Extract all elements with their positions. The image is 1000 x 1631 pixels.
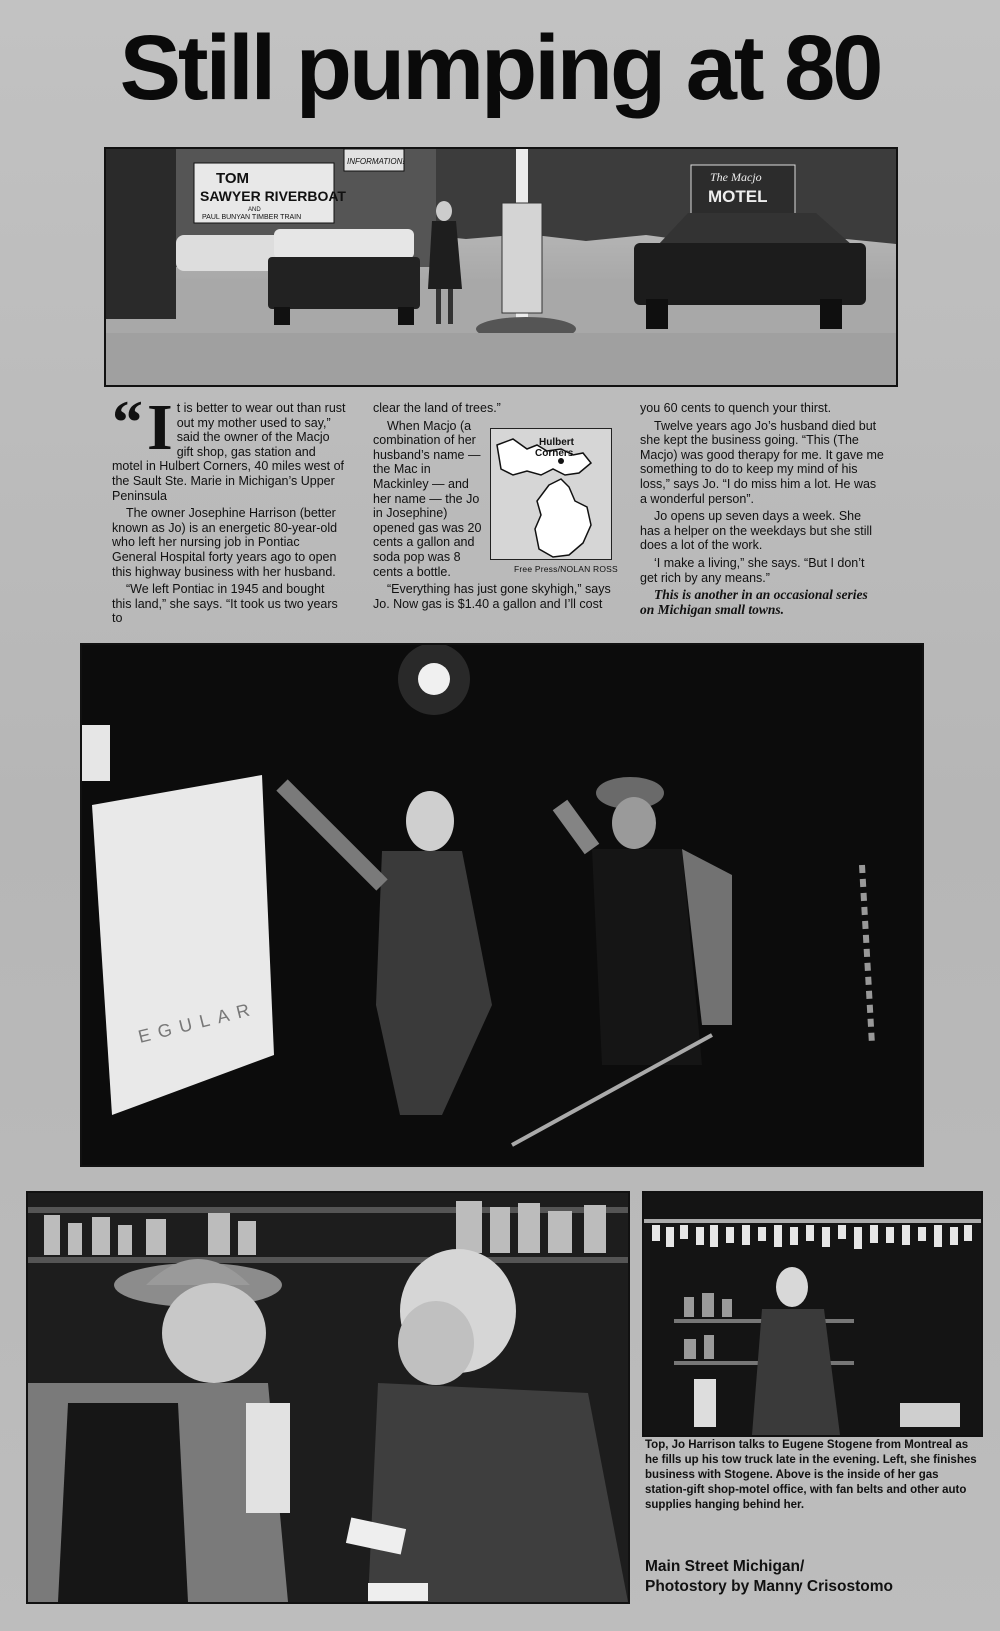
drop-cap: I — [147, 391, 173, 464]
sign-bunyan: PAUL BUNYAN TIMBER TRAIN — [202, 214, 302, 221]
paragraph: you 60 cents to quench your thirst. — [640, 401, 832, 415]
top-photo-gas-station — [104, 147, 898, 387]
sign-tom: TOM — [216, 170, 250, 187]
middle-photo-night-pump — [80, 643, 924, 1167]
opening-quote-mark: “ — [112, 389, 143, 457]
bottom-right-photo-illustration — [644, 1193, 981, 1435]
sign-motel: MOTEL — [708, 187, 768, 206]
sign-macjo: The Macjo — [710, 170, 762, 184]
byline-series: Main Street Michigan/ — [645, 1558, 805, 1575]
sign-sawyer: SAWYER RIVERBOAT — [200, 188, 346, 204]
map-label-line1: Hulbert — [539, 437, 574, 448]
top-photo-illustration — [106, 149, 896, 385]
article-column-3 — [640, 401, 884, 620]
photo-caption: Top, Jo Harrison talks to Eugene Stogene from Montreal as he fills up his tow truck late in the evening. Left, she finishes business with Stogene. Above is the inside of her gas station-gift shop-motel office, with fan belts and other auto supplies hanging behind her. — [645, 1439, 977, 1511]
paragraph: ‘I make a living,” she says. “But I don’t get rich by any means.” — [640, 555, 865, 585]
paragraph: “We left Pontiac in 1945 and bought this land,” she says. “It took us two years to — [112, 582, 338, 626]
paragraph: Jo opens up seven days a week. She has a helper on the weekdays but she still does a lot of the work. — [640, 509, 873, 553]
map-label-line2: Corners — [535, 448, 574, 459]
middle-photo-illustration — [82, 645, 922, 1165]
paragraph: clear the land of trees.” — [373, 401, 501, 415]
bottom-left-photo-illustration — [28, 1193, 628, 1602]
byline-photographer: Photostory by Manny Crisostomo — [645, 1578, 894, 1595]
series-note: This is another in an occasional series on Michigan small towns. — [640, 587, 868, 617]
sign-information: INFORMATION! — [347, 157, 405, 166]
map-credit: Free Press/NOLAN ROSS — [514, 564, 618, 574]
paragraph: “Everything has just gone skyhigh,” says Jo. Now gas is $1.40 a gallon and I’ll cost — [373, 582, 611, 611]
paragraph: t is better to wear out than rust out my mother used to say,” said the owner of the Macjo gift shop, gas station and motel in Hulbert Corners, 40 miles west of the Sault Ste. Marie in Michigan’s Upper Peninsula — [112, 401, 346, 503]
paragraph: Twelve years ago Jo’s husband died but she kept the business going. “This (The Macjo) was good therapy for me. It gave me something to do to keep my mind of his loss,” says Jo. “I do miss him a lot. He was a wonderful person”. — [640, 418, 884, 506]
bottom-right-photo-office — [642, 1191, 983, 1437]
locator-map — [490, 428, 612, 560]
bottom-left-photo-counter — [26, 1191, 630, 1604]
byline — [645, 1557, 981, 1597]
paragraph: The owner Josephine Harrison (better known as Jo) is an energetic 80-year-old who left her nursing job in Pontiac General Hospital forty years ago to open this highway business with her husband. — [112, 506, 338, 579]
article-column-1 — [112, 389, 346, 629]
sign-and: AND — [248, 207, 261, 213]
paragraph: When Macjo (a combination of her husband’s name — the Mac in Mackinley — and her name — the Jo in Josephine) opened gas was 20 cents a gallon and soda pop was 8 cents a bottle. — [373, 418, 482, 579]
headline: Still pumping at 80 — [119, 17, 881, 119]
pump-sign-text: EGULAR — [136, 997, 260, 1047]
